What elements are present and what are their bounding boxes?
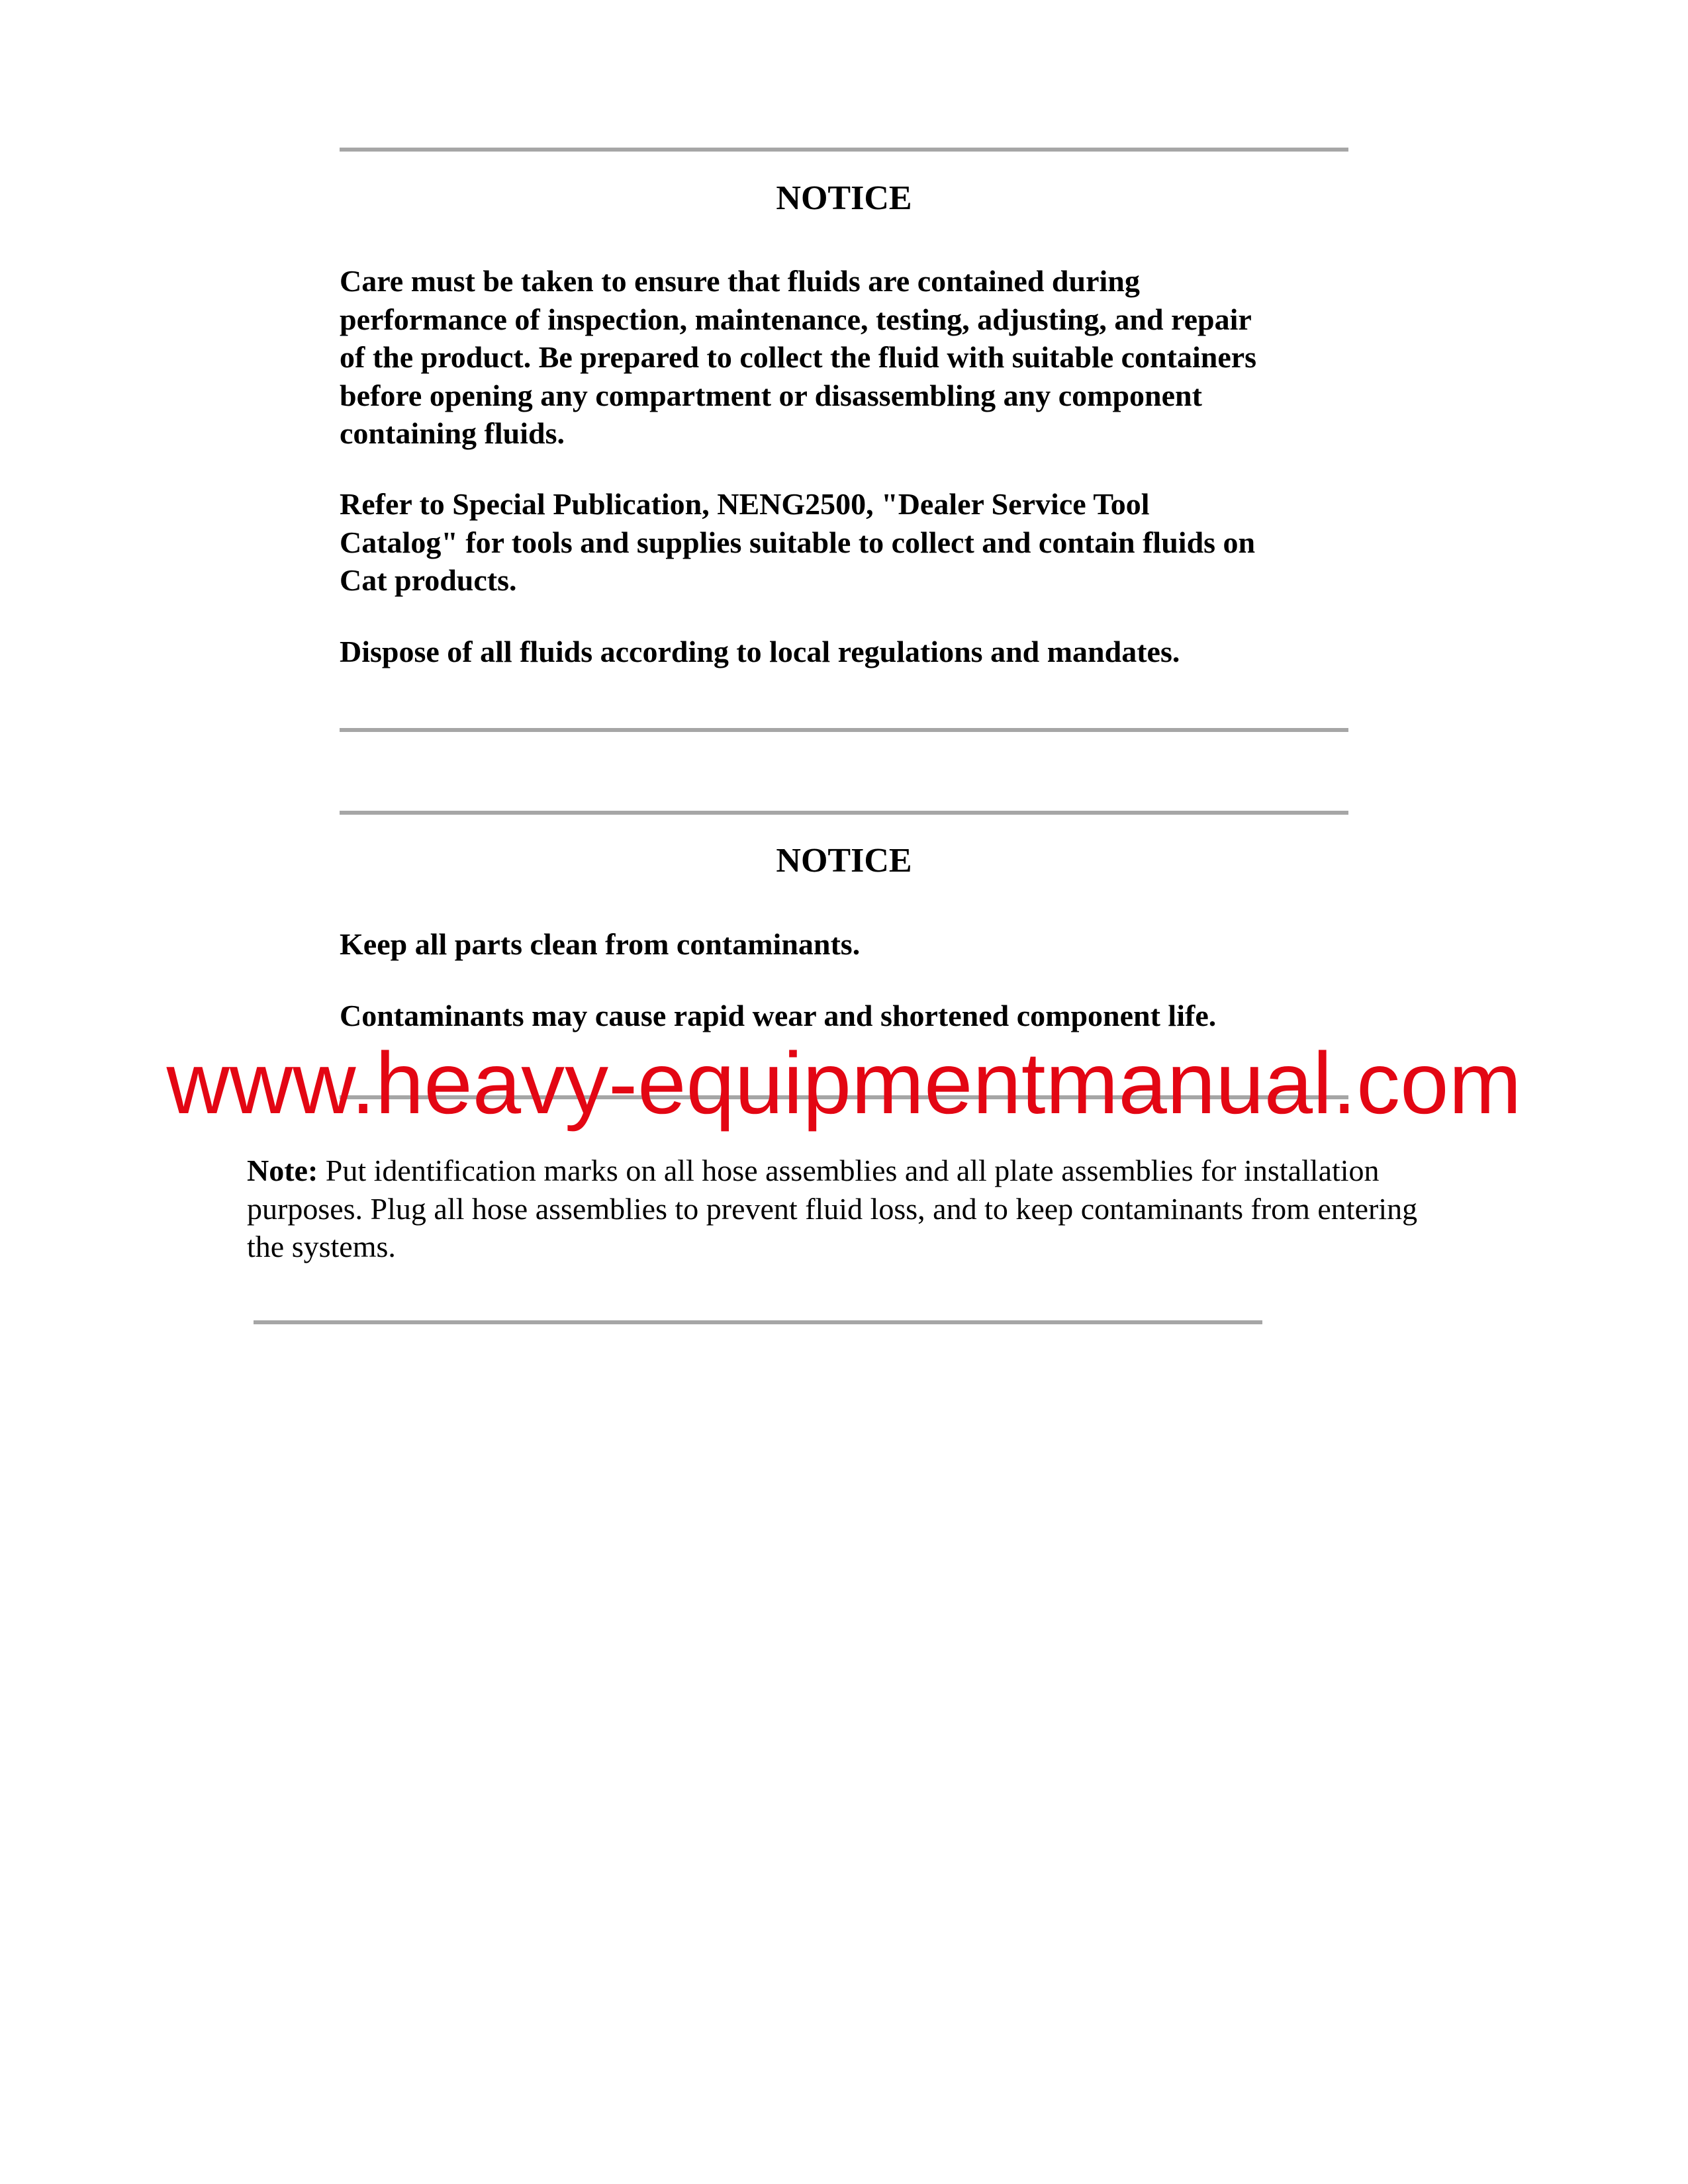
text-line: Dispose of all fluids according to local regulations and mandates. — [340, 635, 1180, 668]
notice-title: NOTICE — [776, 179, 912, 217]
text-line: Contaminants may cause rapid wear and shortened component life. — [340, 999, 1217, 1032]
text-line: containing fluids. — [340, 416, 565, 450]
text-line: purposes. Plug all hose assemblies to prevent fluid loss, and to keep contaminants from entering — [247, 1191, 1418, 1226]
note-text: Put identification marks on all hose assemblies and all plate assemblies for installation — [318, 1154, 1380, 1187]
notice-paragraph — [340, 262, 1359, 453]
text-line: Refer to Special Publication, NENG2500, "Dealer Service Tool — [340, 487, 1150, 521]
notice-paragraph — [340, 997, 1359, 1035]
note-paragraph — [247, 1152, 1544, 1266]
text-line: before opening any compartment or disassembling any component — [340, 378, 1202, 412]
notice-bottom-rule — [340, 728, 1348, 732]
text-line: Care must be taken to ensure that fluids are contained during — [340, 264, 1140, 298]
text-line: of the product. Be prepared to collect the fluid with suitable containers — [340, 340, 1257, 374]
notice-title: NOTICE — [776, 842, 912, 880]
text-line: Keep all parts clean from contaminants. — [340, 927, 861, 961]
text-line: performance of inspection, maintenance, testing, adjusting, and repair — [340, 302, 1252, 336]
notice-top-rule — [340, 148, 1348, 152]
notice-paragraph — [340, 633, 1359, 671]
note-bottom-rule — [254, 1320, 1262, 1324]
notice-paragraph — [340, 485, 1359, 600]
note-label: Note: — [247, 1154, 318, 1187]
text-line: the systems. — [247, 1230, 396, 1263]
notice-paragraph — [340, 925, 1359, 964]
text-line — [247, 1152, 1544, 1190]
notice-top-rule — [340, 811, 1348, 815]
text-line: Cat products. — [340, 563, 517, 597]
watermark-url: www.heavy-equipmentmanual.com — [166, 1034, 1522, 1132]
text-line: Catalog" for tools and supplies suitable to collect and contain fluids on — [340, 525, 1256, 559]
